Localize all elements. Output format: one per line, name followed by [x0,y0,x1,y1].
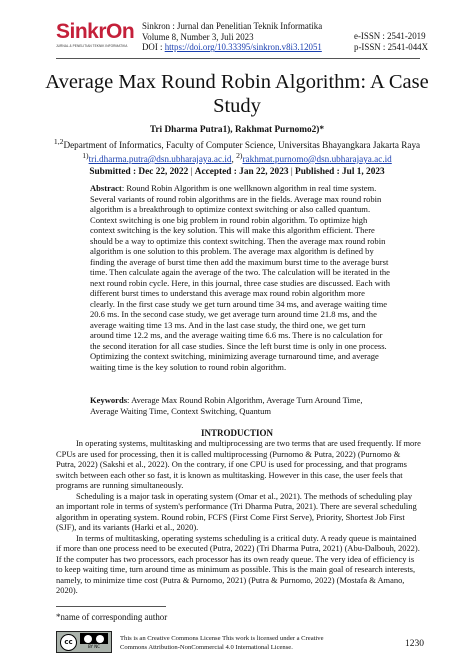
affil-text: Department of Informatics, Faculty of Computer Science, Universitas Bhayangkara Jakarta Raya [63,140,421,151]
logo-text: Sinkr [56,20,107,43]
doi-link[interactable]: https://doi.org/10.33395/sinkron.v8i3.12051 [164,42,322,53]
date-published: Published : Jul 1, 2023 [295,167,385,177]
cc-license-badge[interactable] [56,631,112,653]
date-sep-2: | [288,167,296,177]
abstract-text: : Round Robin Algorithm is one wellknown algorithm in real time system. Several variants of round robin algorithms are in the fields. Average max round robin algorithm is a breakthrough to optimize context switching or also called quantum. Context switching is one big problem in round robin algorithm. To optimize high context switching is the key solution. This will make this algorithm efficient. There should be a way to optimize this context switching. Then the average max round robin algorithm is one solution to this problem. The average max algorithm is defined by finding the average of burst time then add the maximum burst time to the average burst time. Then calculate again the average of the two. The calculation will be iterated in the next round robin cycle. Here, in this journal, three case studies are discussed. Each with different burst times to understand this average max round robin algorithm more clearly. In the first case study we get turn around time 34 ms, and average waiting time 20.6 ms. In the second case study, we get average turn around time 21.8 ms, and the average waiting time 13 ms. And in the last case study, the third one, we get turn around time 12.2 ms, and the average waiting time 6.6 ms. There is no calculation for the second iteration for all case studies. Since the left burst time is only in one process. Optimizing the context switching, minimizing average turnaround time, and average waiting time is the key solution to round robin algorithm. [90,183,390,372]
intro-paragraph: In operating systems, multitasking and multiprocessing are two terms that are used frequently. If more CPUs are used for processing, then it is called multiprocessing (Purnomo & Putra, 2022) (Purnomo & Putra, 2022) (Sakshi et al., 2022). On the contrary, if one CPU is used for processing, and that programs switch between each other so fast, it is known as multitasking. However in this case, the user feels that programs are running simultaneously. [56,438,421,490]
license-line-1: This is an Creative Commons License This work is licensed under a Creative [120,635,324,642]
footnote-rule [56,606,166,607]
eissn: e-ISSN : 2541-2019 [354,31,426,41]
intro-paragraph: Scheduling is a major task in operating system (Omar et al., 2021). The methods of scheduling play an important role in terms of system's performance (Tri Dharma Putra, 2021). There are several scheduling algorithm in operating system. Round robin, FCFS (First Come First Serve), Priority, Shortest Job First (SJF), and its variants (Harki et al., 2020). [56,490,417,532]
journal-info [142,21,322,53]
date-submitted: Submitted : Dec 22, 2022 [89,167,189,177]
by-icon [84,635,92,643]
badge-label: BY NC [87,644,101,649]
doi-label: DOI : [142,42,165,53]
cc-icon: cc [60,634,77,651]
pissn: p-ISSN : 2541-044X [354,41,428,52]
keywords [90,395,390,416]
license-text [120,634,324,652]
email-sep: , [231,153,237,164]
email-link-1[interactable]: tri.dharma.putra@dsn.ubharajaya.ac.id [88,153,232,164]
by-nc-icons [80,633,108,644]
issn-block [354,31,428,52]
journal-volume: Volume 8, Number 3, Juli 2023 [142,31,254,42]
sinkron-logo [56,21,138,51]
page-number: 1230 [405,639,424,649]
keywords-text: : Average Max Round Robin Algorithm, Average Turn Around Time, Average Waiting Time, Context Switching, Quantum [90,395,363,416]
email-link-2[interactable]: rakhmat.purnomo@dsn.ubharajaya.ac.id [242,153,392,164]
logo-tagline: JURNAL & PENELITIAN TEKNIK INFORMATIKA [56,44,128,48]
date-sep-1: | [188,167,195,177]
email2-sup: 2) [236,150,243,160]
introduction-body [56,438,422,596]
license-line-2: Commons Attribution-NonCommercial 4.0 International License. [120,644,293,651]
date-accepted: Accepted : Jan 22, 2023 [194,167,289,177]
journal-header [56,21,426,59]
email1-sup: 1) [82,150,89,160]
logo-text-o: O [106,20,122,43]
submission-dates [40,167,434,177]
authors: Tri Dharma Putra1), Rakhmat Purnomo2)* [149,125,325,135]
abstract-label: Abstract [90,183,122,193]
doi-line [142,42,322,53]
journal-name: Sinkron : Jurnal dan Penelitian Teknik Informatika [142,21,323,31]
abstract [90,183,390,372]
header-rule [56,58,420,59]
introduction-heading: INTRODUCTION [200,428,273,438]
paper-title: Average Max Round Robin Algorithm: A Case Study [45,71,429,117]
affiliation [40,137,434,165]
logo-text-end: n [121,20,135,43]
affil-sup: 1,2 [53,137,64,146]
keywords-label: Keywords [90,395,128,405]
footnote: *name of corresponding author [56,612,168,622]
nc-icon [96,635,104,643]
intro-paragraph: In terms of multitasking, operating systems scheduling is a critical duty. A ready queue is maintained if more than one process need to be executed (Putra, 2022) (Tri Dharma Putra, 2021) (Abu-Dalbouh, 2022). If the computer has two processors, each processor has its own ready queue. The very idea of efficiency is to keep waiting time, turn around time as minimum as possible. This is the main goal of research interests, namely, to minimize time cost (Putra & Purnomo, 2021) (Putra & Purnomo, 2022) (Mostafa & Amano, 2020). [56,532,420,595]
